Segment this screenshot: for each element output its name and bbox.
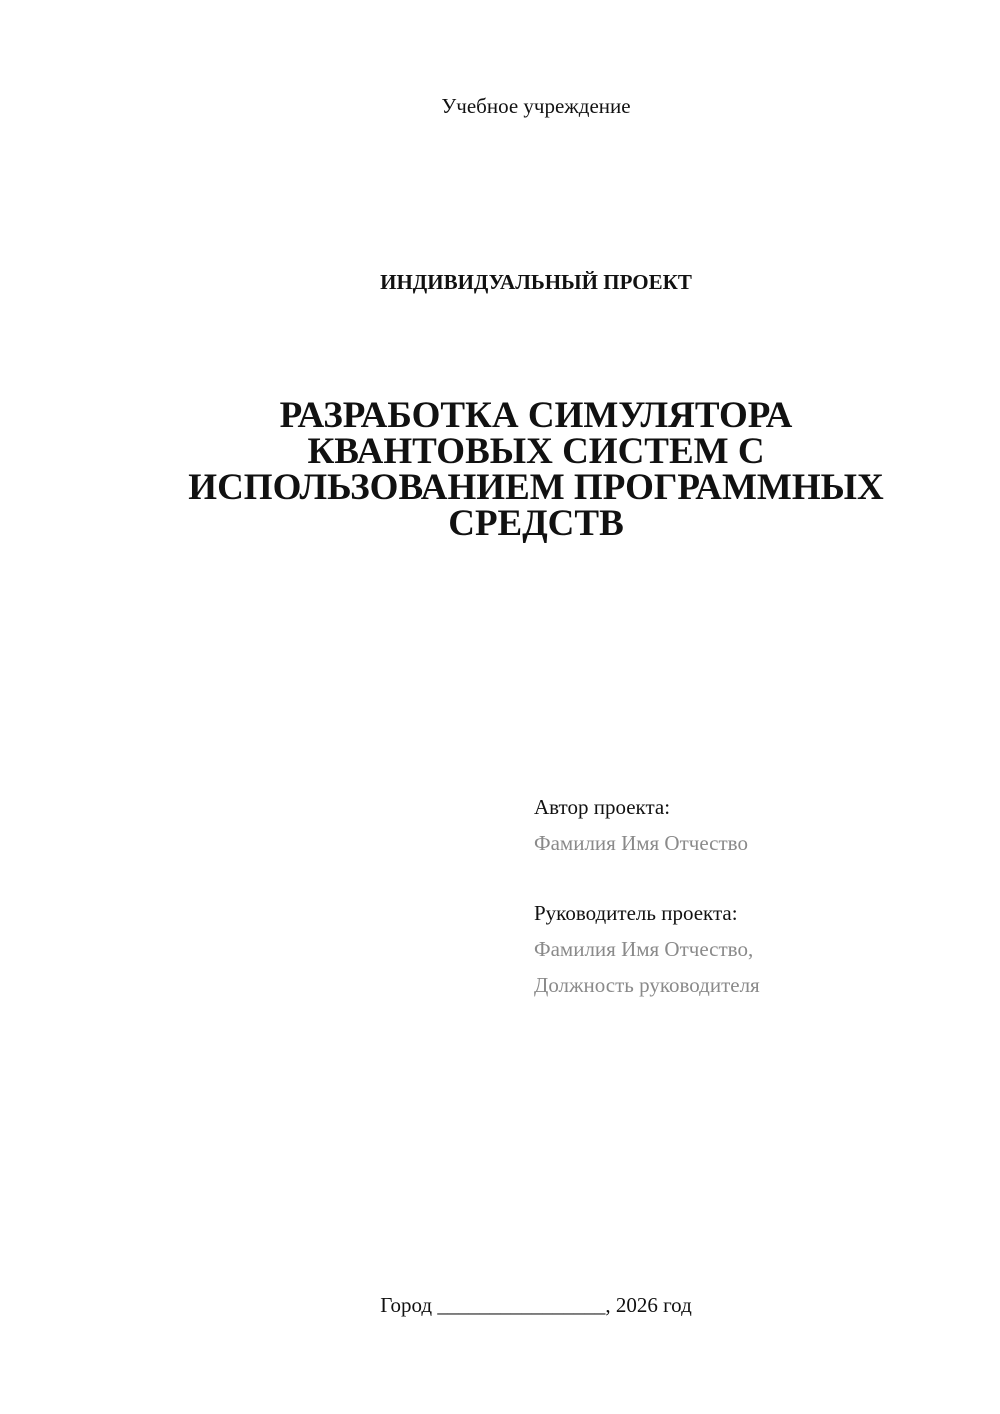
author-name-placeholder: Фамилия Имя Отчество [534,831,748,855]
city-year-footer: Город ________________, 2026 год [380,1293,692,1317]
credits-spacer [534,861,954,895]
project-title-line: РАЗРАБОТКА СИМУЛЯТОРА [279,395,793,436]
project-title-line: ИСПОЛЬЗОВАНИЕМ ПРОГРАММНЫХ [188,467,884,508]
supervisor-label: Руководитель проекта: [534,901,738,925]
project-title-line: СРЕДСТВ [448,503,624,544]
author-label: Автор проекта: [534,795,671,819]
project-title-line: КВАНТОВЫХ СИСТЕМ С [307,431,765,472]
institution-name: Учебное учреждение [441,94,631,118]
supervisor-position-placeholder: Должность руководителя [534,973,760,997]
project-type-heading: ИНДИВИДУАЛЬНЫЙ ПРОЕКТ [380,270,692,294]
credits-block [534,789,954,1003]
project-title [150,395,922,544]
supervisor-name-placeholder: Фамилия Имя Отчество, [534,937,754,961]
